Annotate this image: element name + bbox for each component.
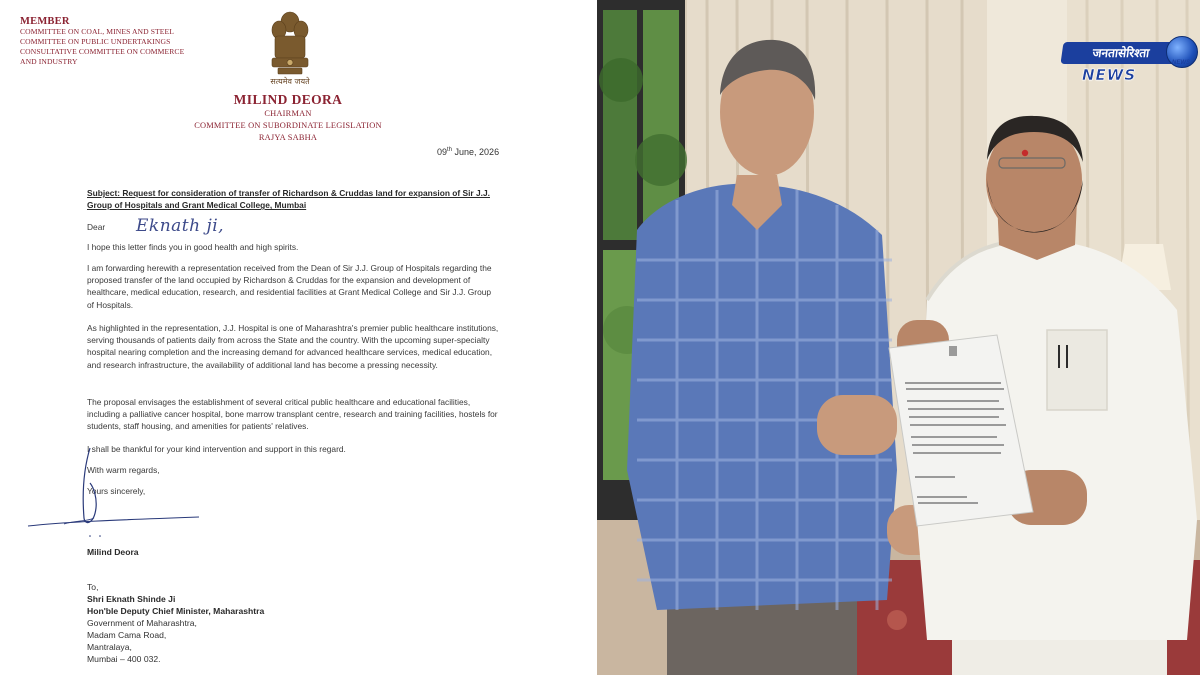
handwritten-name: Eknath ji,: [136, 216, 225, 236]
closing-regards: With warm regards,: [87, 465, 160, 475]
paragraph-greeting: I hope this letter finds you in good health and high spirits.: [87, 242, 299, 252]
letter-date: [437, 147, 499, 157]
address-line: Government of Maharashtra,: [87, 618, 197, 628]
letter-subject: Subject: Request for consideration of transfer of Richardson & Cruddas land for expansion of Sir J.J. Group of Hospitals and Grant Medical College, Mumbai: [87, 188, 490, 211]
sender-house: RAJYA SABHA: [258, 133, 318, 142]
address-role: Hon'ble Deputy Chief Minister, Maharashtra: [87, 606, 265, 616]
letterhead-heading: [190, 92, 386, 144]
address-name: Shri Eknath Shinde Ji: [87, 594, 176, 604]
committee-line: COMMITTEE ON COAL, MINES AND STEEL: [20, 27, 175, 36]
committee-line: AND INDUSTRY: [20, 57, 78, 66]
sender-designation: CHAIRMAN: [264, 109, 312, 118]
salutation: Dear: [87, 222, 106, 232]
sender-committee: COMMITTEE ON SUBORDINATE LEGISLATION: [194, 121, 382, 130]
logo-news-text: NEWS: [1082, 66, 1137, 84]
date-day: 09: [437, 147, 448, 157]
letter-page: [0, 0, 597, 675]
news-logo: [1062, 36, 1196, 92]
closing-sincerely: Yours sincerely,: [87, 486, 146, 496]
signature-icon: [24, 438, 214, 538]
logo-globe-label: NEWS: [1172, 60, 1190, 66]
paragraph-thanks: I shall be thankful for your kind intervention and support in this regard.: [87, 444, 346, 454]
address-to: To,: [87, 582, 99, 592]
committee-line: COMMITTEE ON PUBLIC UNDERTAKINGS: [20, 37, 171, 46]
left-hand: [817, 395, 897, 455]
national-emblem-icon: [266, 8, 314, 80]
member-committees: [20, 16, 250, 67]
address-line: Mantralaya,: [87, 642, 132, 652]
member-title: MEMBER: [20, 16, 70, 27]
paragraph-proposal: The proposal envisages the establishment of several critical public healthcare and educational facilities, including a palliative cancer hospital, bone marrow transplant centre, research and training facilities, hostels for students, staff housing, and amenities for patients' relatives.: [87, 397, 498, 432]
date-suffix: th: [447, 147, 453, 153]
paragraph-representation: I am forwarding herewith a representation received from the Dean of Sir J.J. Group of Hospitals regarding the proposed transfer of the land occupied by Richardson & Cruddas for the expansion and development of healthcare, medical education, research, and residential facilities at Grant Medical College and Sir J.J. Group of Hospitals.: [87, 263, 492, 310]
address-line: Mumbai – 400 032.: [87, 654, 161, 664]
handover-photo: [597, 0, 1200, 675]
photo-scene: [597, 0, 1200, 675]
emblem-motto: सत्यमेव जयते: [270, 77, 310, 86]
signer-name: Milind Deora: [87, 547, 139, 557]
logo-hindi-text: जनतासेरिश्ता: [1060, 42, 1181, 64]
address-line: Madam Cama Road,: [87, 630, 167, 640]
date-month-year: June, 2026: [452, 147, 500, 157]
sender-name: MILIND DEORA: [233, 92, 343, 107]
paragraph-importance: As highlighted in the representation, J.J. Hospital is one of Maharashtra's premier public healthcare institutions, serving thousands of patients daily from across the State and the country. With the upcoming super-specialty hospital nearing completion and the increasing demand for advanced healthcare services, medical education, and research infrastructure, the availability of additional land has become a pressing necessity.: [87, 323, 499, 370]
committee-line: CONSULTATIVE COMMITTEE ON COMMERCE: [20, 47, 185, 56]
